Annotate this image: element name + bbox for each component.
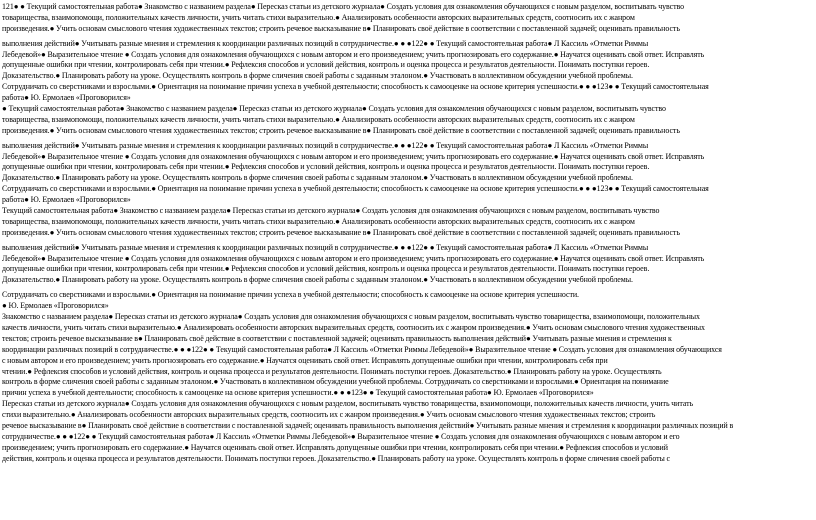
- text-line: произведением; учить прогнозировать его содержание.● Научатся оценивать свой ответ. Исправлять допущенные ошибки при чтении, контролировать себя при чтении.● Рефлексия способов и условий: [2, 442, 668, 452]
- document-body: [2, 2, 812, 465]
- text-line: допущенные ошибки при чтении, контролировать себя при чтении.● Рефлексия способов и условий действия, контроль и оценка процесса и результатов деятельности. Понимать поступки героев.: [2, 264, 650, 274]
- text-line: Пересказ статьи из детского журнала● Создать условия для ознакомления обучающихся с новым разделом, воспитывать чувство товарищества, взаимопомощи, положительных качеств личности, учить читать: [2, 399, 694, 409]
- text-line: товарищества, взаимопомощи, положительных качеств личности, учить читать стихи выразительно.● Анализировать особенности авторских выразительных средств, соотносить их с жанром: [2, 216, 635, 226]
- text-line: стихи выразительно.● Анализировать особенности авторских выразительных средств, соотносить их с жанром произведения.● Учить основам смыслового чтения художественных текстов; строить: [2, 410, 656, 420]
- text-line: 121● ● Текущий самостоятельная работа● Знакомство с названием раздела● Пересказ статьи из детского журнала● Создать условия для ознакомления обучающихся с новым разделом, воспитывать чувство: [2, 2, 685, 11]
- text-line: Лебедевой»● Выразительное чтение ● Создать условия для ознакомления обучающихся с новым автором и его произведением; учить прогнозировать его содержание.● Научатся оценивать свой ответ. Исправлять: [2, 49, 705, 59]
- text-line: Доказательство.● Планировать работу на уроке. Осуществлять контроль в форме сличения своей работы с заданным эталоном.● Участвовать в коллективном обсуждении учебной проблемы.: [2, 275, 633, 285]
- text-line: выполнения действий● Учитывать разные мнения и стремления к координации различных позиций в сотрудничестве.● ● ●122● ● Текущий самостоятельная работа● Л Кассиль «Отметки Риммы: [2, 242, 649, 252]
- text-line: Сотрудничать со сверстниками и взрослыми.● Ориентация на понимание причин успеха в учебной деятельности; способность к самооценке на основе критерия успешности.● ● ●123● ● Текущий самостоятельная: [2, 82, 709, 92]
- text-line: речевое высказывание в● Планировать своё действие в соответствии с поставленной задачей; оценивать правильность выполнения действий● Учитывать разные мнения и стремления к координации различных позиций в: [2, 420, 734, 430]
- text-line: координации различных позиций в сотрудничестве.● ● ●122● ● Текущий самостоятельная работа● Л Кассиль «Отметки Риммы Лебедевой»● Выразительное чтение ● Создать условия для ознакомления обучающихся: [2, 344, 722, 354]
- text-line: ● Ю. Ермолаев «Проговорился»: [2, 301, 109, 311]
- text-line: Сотрудничать со сверстниками и взрослыми.● Ориентация на понимание причин успеха в учебной деятельности; способность к самооценке на основе критерия успешности.: [2, 290, 579, 300]
- text-line: качеств личности, учить читать стихи выразительно.● Анализировать особенности авторских выразительных средств, соотносить их с жанром произведения.● Учить основам смыслового чтения художественных: [2, 322, 705, 332]
- text-line: произведения.● Учить основам смыслового чтения художественных текстов; строить речевое высказывание в● Планировать своё действие в соответствии с поставленной задачей; оценивать правильность: [2, 23, 680, 33]
- text-line: произведения.● Учить основам смыслового чтения художественных текстов; строить речевое высказывание в● Планировать своё действие в соответствии с поставленной задачей; оценивать правильность: [2, 227, 680, 237]
- text-line: выполнения действий● Учитывать разные мнения и стремления к координации различных позиций в сотрудничестве.● ● ●122● ● Текущий самостоятельная работа● Л Кассиль «Отметки Риммы: [2, 38, 649, 48]
- text-line: работа● Ю. Ермолаев «Проговорился»: [2, 195, 131, 205]
- text-line: произведения.● Учить основам смыслового чтения художественных текстов; строить речевое высказывание в● Планировать своё действие в соответствии с поставленной задачей; оценивать правильность: [2, 125, 680, 135]
- text-line: действия, контроль и оценка процесса и результатов деятельности. Понимать поступки героев. Доказательство.● Планировать работу на уроке. Осуществлять контроль в форме сличения своей работы с: [2, 453, 671, 463]
- text-line: товарищества, взаимопомощи, положительных качеств личности, учить читать стихи выразительно.● Анализировать особенности авторских выразительных средств, соотносить их с жанром: [2, 12, 635, 22]
- text-line: Лебедевой»● Выразительное чтение ● Создать условия для ознакомления обучающихся с новым автором и его произведением; учить прогнозировать его содержание.● Научатся оценивать свой ответ. Исправлять: [2, 253, 705, 263]
- text-line: Сотрудничать со сверстниками и взрослыми.● Ориентация на понимание причин успеха в учебной деятельности; способность к самооценке на основе критерия успешности.● ● ●123● ● Текущий самостоятельная: [2, 184, 709, 194]
- text-line: чтении.● Рефлексия способов и условий действия, контроль и оценка процесса и результатов деятельности. Понимать поступки героев. Доказательство.● Планировать работу на уроке. Осуществлять: [2, 366, 662, 376]
- text-line: работа● Ю. Ермолаев «Проговорился»: [2, 93, 131, 103]
- text-line: выполнения действий● Учитывать разные мнения и стремления к координации различных позиций в сотрудничестве.● ● ●122● ● Текущий самостоятельная работа● Л Кассиль «Отметки Риммы: [2, 140, 649, 150]
- text-line: Доказательство.● Планировать работу на уроке. Осуществлять контроль в форме сличения своей работы с заданным эталоном.● Участвовать в коллективном обсуждении учебной проблемы.: [2, 173, 633, 183]
- text-line: допущенные ошибки при чтении, контролировать себя при чтении.● Рефлексия способов и условий действия, контроль и оценка процесса и результатов деятельности. Понимать поступки героев.: [2, 162, 650, 172]
- text-line: Текущий самостоятельная работа● Знакомство с названием раздела● Пересказ статьи из детского журнала● Создать условия для ознакомления обучающихся с новым разделом, воспитывать чувство: [2, 206, 660, 216]
- text-line: Доказательство.● Планировать работу на уроке. Осуществлять контроль в форме сличения своей работы с заданным эталоном.● Участвовать в коллективном обсуждении учебной проблемы.: [2, 71, 633, 81]
- text-line: Лебедевой»● Выразительное чтение ● Создать условия для ознакомления обучающихся с новым автором и его произведением; учить прогнозировать его содержание.● Научатся оценивать свой ответ. Исправлять: [2, 151, 705, 161]
- text-line: Знакомство с названием раздела● Пересказ статьи из детского журнала● Создать условия для ознакомления обучающихся с новым разделом, воспитывать чувство товарищества, взаимопомощи, положительных: [2, 312, 700, 322]
- text-line: сотрудничестве.● ● ●122● ● Текущий самостоятельная работа● Л Кассиль «Отметки Риммы Лебедевой»● Выразительное чтение ● Создать условия для ознакомления обучающихся с новым автором и его: [2, 431, 680, 441]
- text-line: причин успеха в учебной деятельности; способность к самооценке на основе критерия успешности.● ● ●123● ● Текущий самостоятельная работа● Ю. Ермолаев «Проговорился»: [2, 388, 594, 398]
- text-line: товарищества, взаимопомощи, положительных качеств личности, учить читать стихи выразительно.● Анализировать особенности авторских выразительных средств, соотносить их с жанром: [2, 114, 635, 124]
- text-line: текстов; строить речевое высказывание в● Планировать своё действие в соответствии с поставленной задачей; оценивать правильность выполнения действий● Учитывать разные мнения и стремления к: [2, 333, 672, 343]
- text-line: допущенные ошибки при чтении, контролировать себя при чтении.● Рефлексия способов и условий действия, контроль и оценка процесса и результатов деятельности. Понимать поступки героев.: [2, 60, 650, 70]
- text-line: ● Текущий самостоятельная работа● Знакомство с названием раздела● Пересказ статьи из детского журнала● Создать условия для ознакомления обучающихся с новым разделом, воспитывать чувство: [2, 104, 666, 114]
- text-line: с новым автором и его произведением; учить прогнозировать его содержание.● Научатся оценивать свой ответ. Исправлять допущенные ошибки при чтении, контролировать себя при: [2, 355, 608, 365]
- text-line: контроль в форме сличения своей работы с заданным эталоном.● Участвовать в коллективном обсуждении учебной проблемы. Сотрудничать со сверстниками и взрослыми.● Ориентация на понимание: [2, 377, 669, 387]
